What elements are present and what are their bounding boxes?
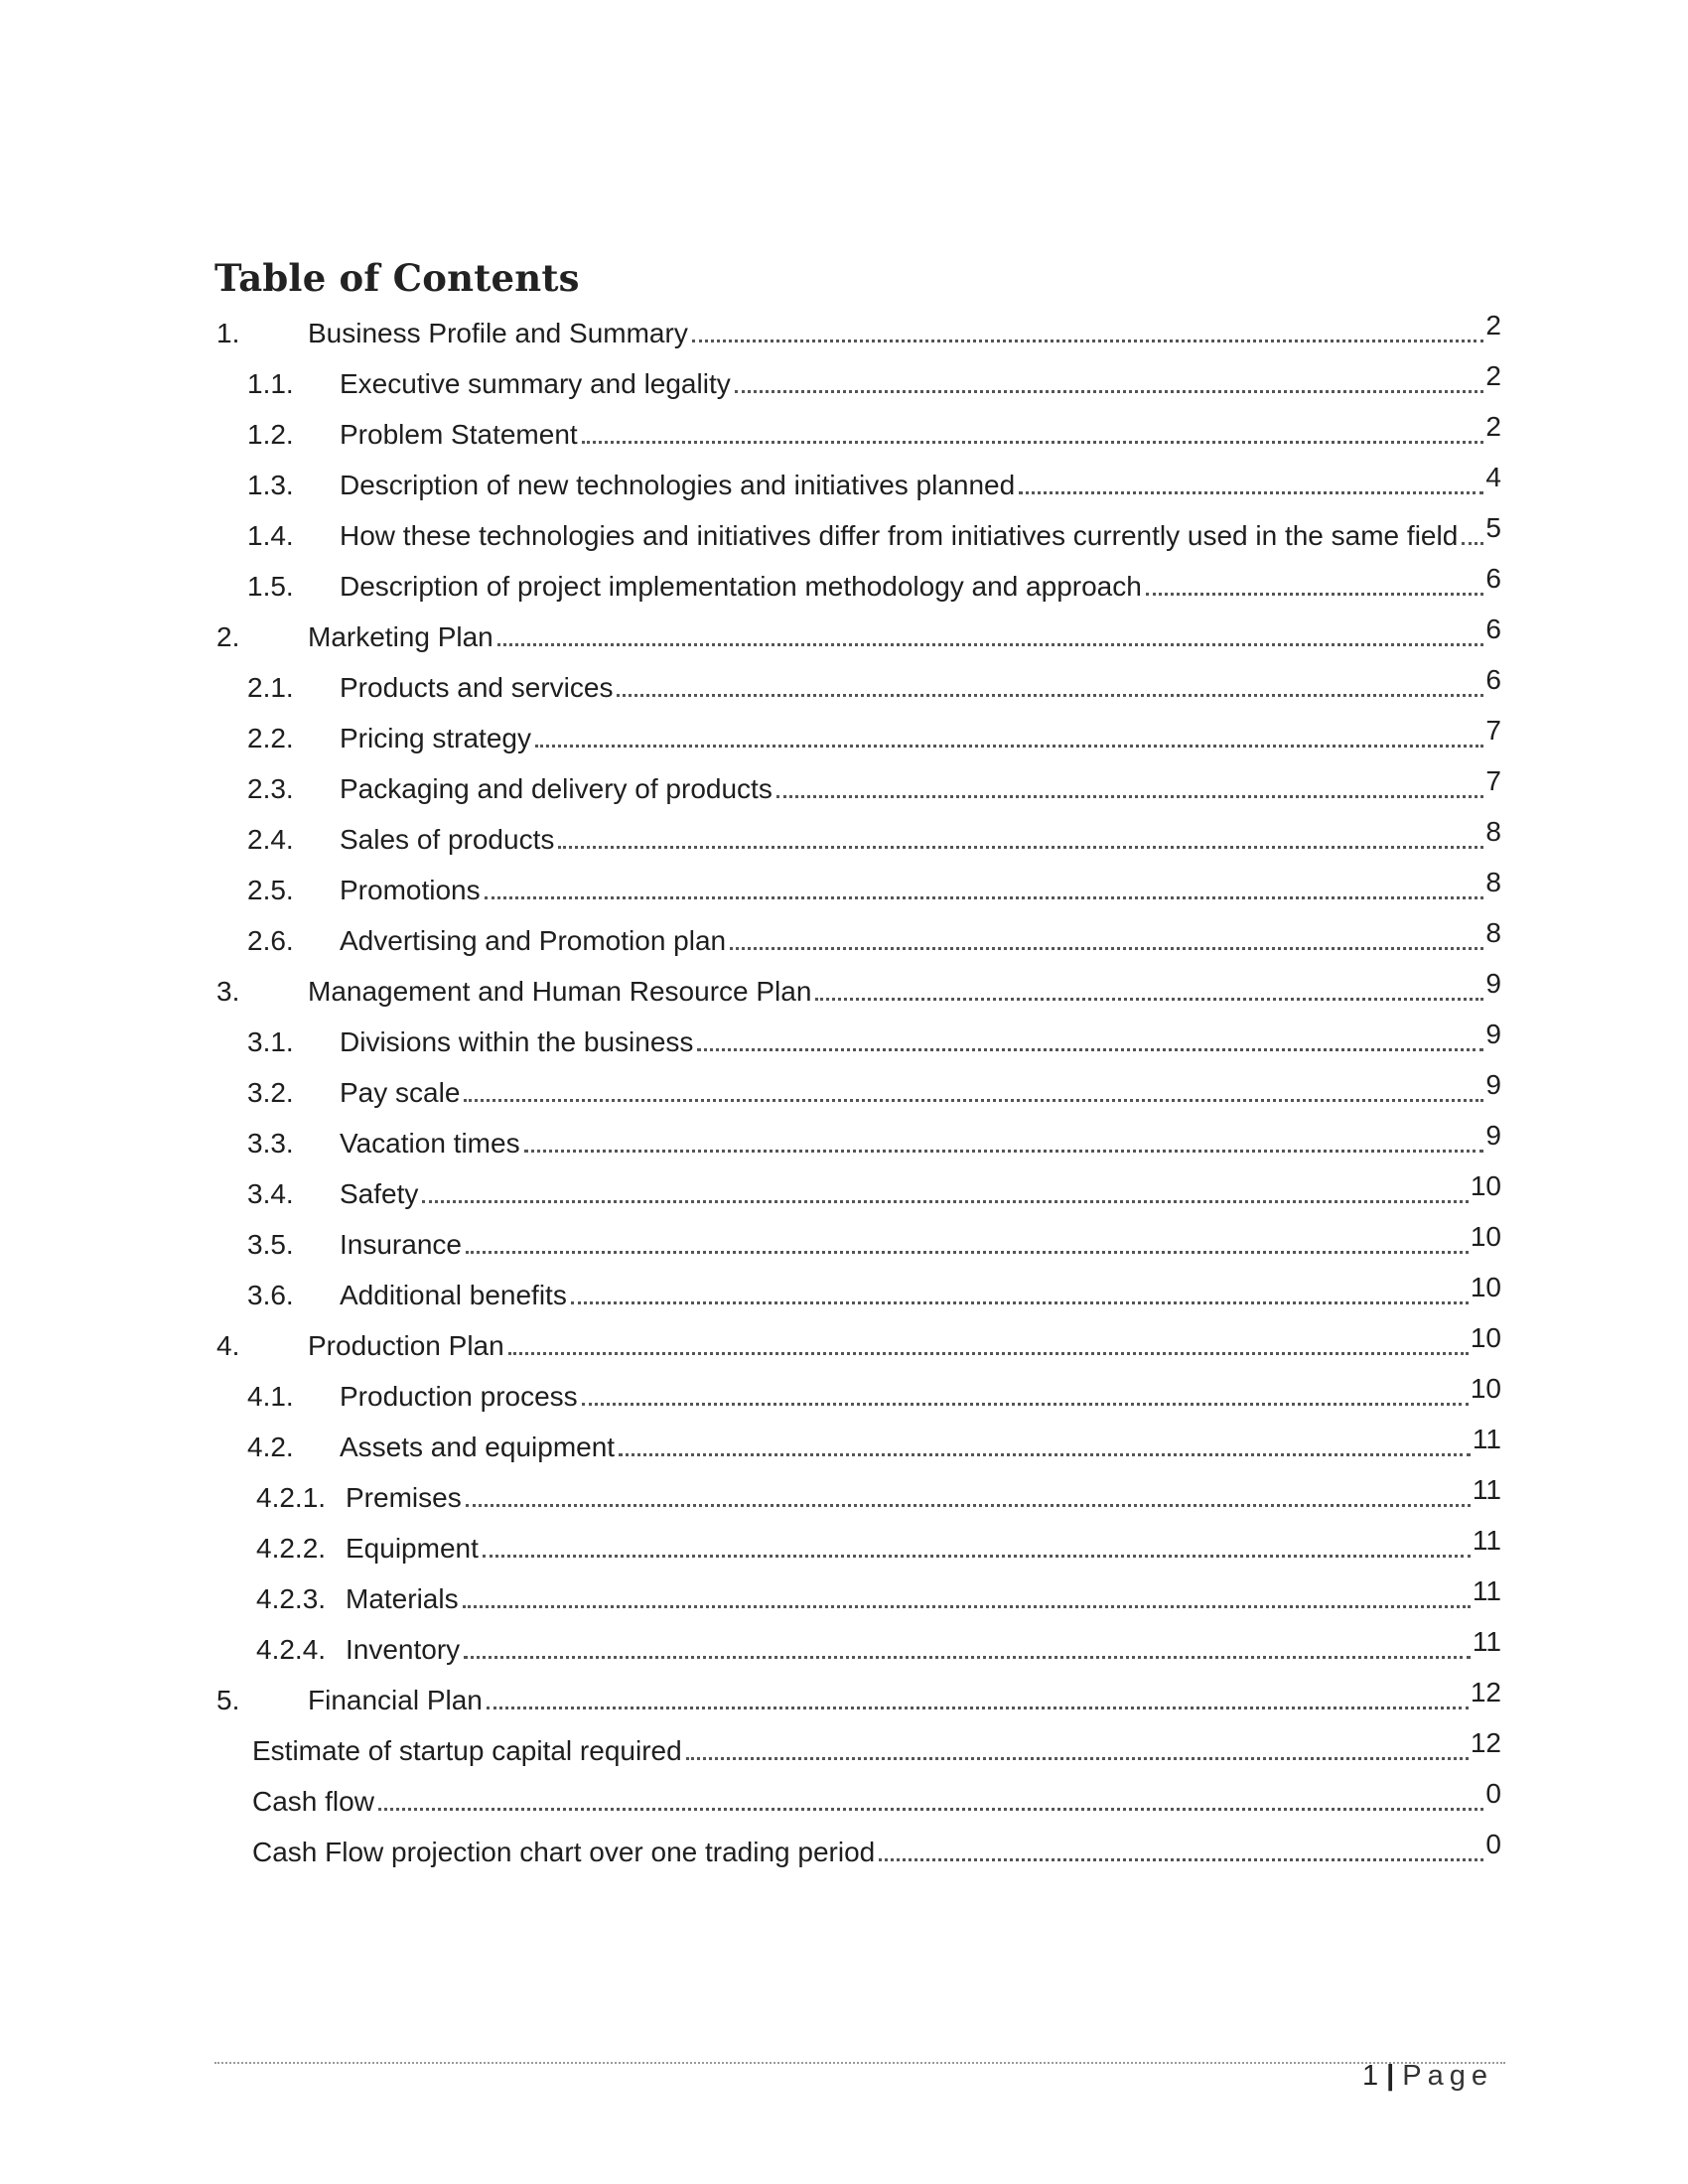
dot-leader: [815, 998, 1483, 1001]
toc-entry-number: 1.: [216, 318, 240, 348]
dot-leader: [497, 643, 1484, 646]
dot-leader: [1019, 491, 1483, 494]
dot-leader: [692, 340, 1484, 342]
toc-entry[interactable]: [214, 814, 1501, 865]
toc-entry-page: 11: [1472, 1474, 1501, 1505]
toc-entry-line: [340, 816, 1501, 857]
toc-entry[interactable]: [214, 308, 1501, 358]
toc-entry-line: [340, 1120, 1501, 1160]
toc-entry-number: 3.6.: [247, 1280, 294, 1310]
toc-entry-title[interactable]: How these technologies and initiatives differ from initiatives currently used in the same field: [340, 519, 1462, 553]
dot-leader: [508, 1352, 1469, 1355]
dot-leader: [571, 1301, 1469, 1304]
toc-entry[interactable]: [214, 1017, 1501, 1067]
toc-entry[interactable]: [214, 1270, 1501, 1320]
toc-entry-number: 1.3.: [247, 470, 294, 500]
toc-entry-line: [340, 1069, 1501, 1110]
toc-entry-title[interactable]: Materials: [346, 1582, 463, 1616]
toc-entry-page: 8: [1485, 867, 1501, 897]
toc-entry-line: [340, 1272, 1501, 1312]
toc-entry-number: 3.3.: [247, 1128, 294, 1159]
toc-entry-line: [308, 310, 1501, 350]
toc-entry-title[interactable]: Marketing Plan: [308, 620, 497, 654]
toc-entry-line: [346, 1525, 1501, 1566]
toc-entry-page: 9: [1485, 1019, 1501, 1049]
dot-leader: [524, 1150, 1484, 1153]
toc-entry-page: 5: [1485, 512, 1501, 543]
toc-entry-page: 10: [1470, 1170, 1501, 1201]
toc-entry-title[interactable]: Products and services: [340, 671, 617, 705]
toc-entry-page: 12: [1470, 1727, 1501, 1758]
toc-entry-page: 0: [1485, 1778, 1501, 1809]
toc-entry-page: 4: [1485, 462, 1501, 492]
toc-entry[interactable]: [214, 1675, 1501, 1725]
toc-entry[interactable]: [214, 1371, 1501, 1422]
toc-entry-number: 4.2.: [247, 1432, 294, 1462]
dot-leader: [422, 1200, 1468, 1203]
toc-entry[interactable]: [214, 1422, 1501, 1472]
toc-entry-line: [340, 917, 1501, 958]
toc-entry[interactable]: [214, 662, 1501, 713]
toc-entry[interactable]: [214, 1118, 1501, 1168]
toc-list: [214, 308, 1501, 1877]
toc-entry-title[interactable]: Cash flow: [252, 1785, 378, 1819]
toc-entry[interactable]: [214, 1776, 1501, 1827]
toc-entry-title[interactable]: Description of new technologies and initiatives planned: [340, 469, 1019, 502]
footer-separator: |: [1386, 2060, 1395, 2092]
toc-entry-title[interactable]: Assets and equipment: [340, 1431, 619, 1464]
toc-entry-title[interactable]: Inventory: [346, 1633, 464, 1667]
toc-entry-title[interactable]: Safety: [340, 1177, 422, 1211]
toc-entry[interactable]: [214, 358, 1501, 409]
toc-entry-title[interactable]: Equipment: [346, 1532, 483, 1566]
toc-entry[interactable]: [214, 409, 1501, 460]
toc-entry[interactable]: [214, 1523, 1501, 1573]
toc-entry[interactable]: [214, 612, 1501, 662]
toc-entry-title[interactable]: Additional benefits: [340, 1279, 571, 1312]
dot-leader: [466, 1504, 1471, 1507]
dot-leader: [697, 1048, 1483, 1051]
footer-page-number: 1: [1362, 2060, 1379, 2092]
toc-entry-page: 6: [1485, 563, 1501, 594]
toc-entry[interactable]: [214, 460, 1501, 510]
toc-entry-number: 2.1.: [247, 672, 294, 703]
dot-leader: [466, 1251, 1469, 1254]
toc-entry-title[interactable]: Production process: [340, 1380, 582, 1414]
toc-entry[interactable]: [214, 915, 1501, 966]
toc-entry-title[interactable]: Estimate of startup capital required: [252, 1734, 686, 1768]
toc-entry-page: 11: [1472, 1575, 1501, 1606]
toc-entry[interactable]: [214, 1219, 1501, 1270]
toc-entry-line: [308, 968, 1501, 1009]
toc-entry-page: 10: [1470, 1322, 1501, 1353]
toc-entry-page: 2: [1485, 310, 1501, 341]
toc-entry-page: 9: [1485, 1069, 1501, 1100]
dot-leader: [582, 441, 1484, 444]
toc-entry-page: 10: [1470, 1373, 1501, 1404]
page-footer: [1362, 2060, 1493, 2093]
toc-entry-line: [308, 1677, 1501, 1717]
toc-entry-page: 8: [1485, 917, 1501, 948]
dot-leader: [735, 390, 1484, 393]
toc-entry[interactable]: [214, 1320, 1501, 1371]
toc-entry-title[interactable]: Vacation times: [340, 1127, 524, 1160]
toc-entry[interactable]: [214, 1067, 1501, 1118]
toc-entry[interactable]: [214, 763, 1501, 814]
dot-leader: [378, 1808, 1483, 1811]
toc-entry-number: 1.4.: [247, 520, 294, 551]
toc-entry-page: 7: [1485, 765, 1501, 796]
toc-entry-line: [308, 1322, 1501, 1363]
toc-entry-number: 2.6.: [247, 925, 294, 956]
toc-entry-line: [340, 867, 1501, 907]
toc-entry-number: 4.1.: [247, 1381, 294, 1412]
toc-entry[interactable]: [214, 1624, 1501, 1675]
toc-entry-title[interactable]: Divisions within the business: [340, 1025, 697, 1059]
toc-entry-title[interactable]: Insurance: [340, 1228, 466, 1262]
toc-entry-number: 4.2.4.: [256, 1634, 327, 1665]
toc-entry-line: [346, 1474, 1501, 1515]
toc-entry-title[interactable]: Pricing strategy: [340, 722, 535, 755]
toc-entry-number: 3.4.: [247, 1178, 294, 1209]
toc-entry-line: [340, 1170, 1501, 1211]
toc-entry-title[interactable]: Advertising and Promotion plan: [340, 924, 730, 958]
toc-entry-page: 9: [1485, 1120, 1501, 1151]
dot-leader: [879, 1858, 1483, 1861]
toc-entry-title[interactable]: Cash Flow projection chart over one trading period: [252, 1836, 879, 1869]
dot-leader: [686, 1757, 1469, 1760]
toc-entry[interactable]: [214, 713, 1501, 763]
footer-page-label: Page: [1402, 2060, 1493, 2092]
toc-entry-title[interactable]: Production Plan: [308, 1329, 508, 1363]
dot-leader: [487, 1706, 1469, 1709]
toc-entry-line: [340, 360, 1501, 401]
toc-entry-number: 4.2.3.: [256, 1583, 327, 1614]
dot-leader: [464, 1656, 1471, 1659]
toc-entry-title[interactable]: Pay scale: [340, 1076, 464, 1110]
toc-entry-page: 2: [1485, 360, 1501, 391]
toc-entry-title[interactable]: Executive summary and legality: [340, 367, 735, 401]
dot-leader: [485, 896, 1484, 899]
toc-entry-page: 10: [1470, 1272, 1501, 1302]
footer-divider: [214, 2062, 1505, 2064]
toc-entry-number: 3.5.: [247, 1229, 294, 1260]
toc-entry-number: 2.5.: [247, 875, 294, 905]
toc-entry-title[interactable]: Financial Plan: [308, 1684, 487, 1717]
toc-entry-number: 2.2.: [247, 723, 294, 753]
dot-leader: [730, 947, 1483, 950]
toc-entry-number: 3.1.: [247, 1026, 294, 1057]
dot-leader: [463, 1605, 1471, 1608]
toc-entry-line: [340, 1221, 1501, 1262]
dot-leader: [776, 795, 1484, 798]
toc-entry-number: 1.5.: [247, 571, 294, 602]
toc-entry-number: 2.4.: [247, 824, 294, 855]
toc-entry-line: [340, 1019, 1501, 1059]
toc-entry-line: [340, 462, 1501, 502]
toc-entry[interactable]: [214, 561, 1501, 612]
toc-entry-number: 1.2.: [247, 419, 294, 450]
toc-entry-line: [346, 1575, 1501, 1616]
toc-entry[interactable]: [214, 865, 1501, 915]
dot-leader: [582, 1403, 1469, 1406]
toc-entry-number: 4.2.1.: [256, 1482, 327, 1513]
toc-entry[interactable]: [214, 1827, 1501, 1877]
toc-entry-number: 1.1.: [247, 368, 294, 399]
toc-entry-line: [340, 715, 1501, 755]
toc-entry-line: [346, 1626, 1501, 1667]
toc-entry-number: 5.: [216, 1685, 240, 1715]
toc-entry[interactable]: [214, 1168, 1501, 1219]
toc-entry-title[interactable]: Promotions: [340, 874, 485, 907]
toc-entry-line: [340, 563, 1501, 604]
toc-entry-page: 6: [1485, 614, 1501, 644]
toc-entry-page: 0: [1485, 1829, 1501, 1859]
toc-title: Table of Contents: [214, 256, 580, 300]
toc-entry-line: [340, 512, 1501, 553]
toc-entry-number: 3.2.: [247, 1077, 294, 1108]
dot-leader: [1462, 542, 1483, 545]
toc-entry-line: [340, 664, 1501, 705]
toc-entry-number: 2.3.: [247, 773, 294, 804]
toc-entry-page: 9: [1485, 968, 1501, 999]
dot-leader: [535, 745, 1483, 748]
dot-leader: [464, 1099, 1483, 1102]
dot-leader: [483, 1555, 1471, 1558]
toc-entry-line: [252, 1778, 1501, 1819]
toc-entry[interactable]: [214, 1472, 1501, 1523]
toc-entry-title[interactable]: Business Profile and Summary: [308, 317, 692, 350]
toc-entry[interactable]: [214, 966, 1501, 1017]
dot-leader: [558, 846, 1483, 849]
toc-entry-page: 11: [1472, 1525, 1501, 1556]
toc-entry-number: 4.: [216, 1330, 240, 1361]
toc-entry-number: 2.: [216, 621, 240, 652]
toc-entry-page: 11: [1472, 1424, 1501, 1454]
toc-entry-page: 11: [1472, 1626, 1501, 1657]
dot-leader: [1146, 593, 1484, 596]
toc-entry-page: 8: [1485, 816, 1501, 847]
toc-entry-title[interactable]: Premises: [346, 1481, 466, 1515]
toc-entry[interactable]: [214, 1573, 1501, 1624]
toc-entry-page: 12: [1470, 1677, 1501, 1707]
dot-leader: [617, 694, 1483, 697]
toc-entry-number: 3.: [216, 976, 240, 1007]
toc-entry-page: 6: [1485, 664, 1501, 695]
toc-entry-line: [340, 411, 1501, 452]
toc-entry-line: [252, 1829, 1501, 1869]
toc-entry-line: [308, 614, 1501, 654]
toc-entry-line: [340, 1424, 1501, 1464]
toc-entry-number: 4.2.2.: [256, 1533, 327, 1564]
toc-entry-title[interactable]: Packaging and delivery of products: [340, 772, 776, 806]
toc-entry-page: 10: [1470, 1221, 1501, 1252]
toc-entry-line: [252, 1727, 1501, 1768]
toc-entry-title[interactable]: Problem Statement: [340, 418, 582, 452]
toc-entry-page: 2: [1485, 411, 1501, 442]
toc-entry-title[interactable]: Sales of products: [340, 823, 558, 857]
toc-entry-line: [340, 1373, 1501, 1414]
dot-leader: [619, 1453, 1471, 1456]
toc-entry[interactable]: [214, 510, 1501, 561]
toc-entry-line: [340, 765, 1501, 806]
toc-entry-title[interactable]: Description of project implementation methodology and approach: [340, 570, 1146, 604]
toc-entry-page: 7: [1485, 715, 1501, 746]
toc-entry[interactable]: [214, 1725, 1501, 1776]
toc-entry-title[interactable]: Management and Human Resource Plan: [308, 975, 815, 1009]
